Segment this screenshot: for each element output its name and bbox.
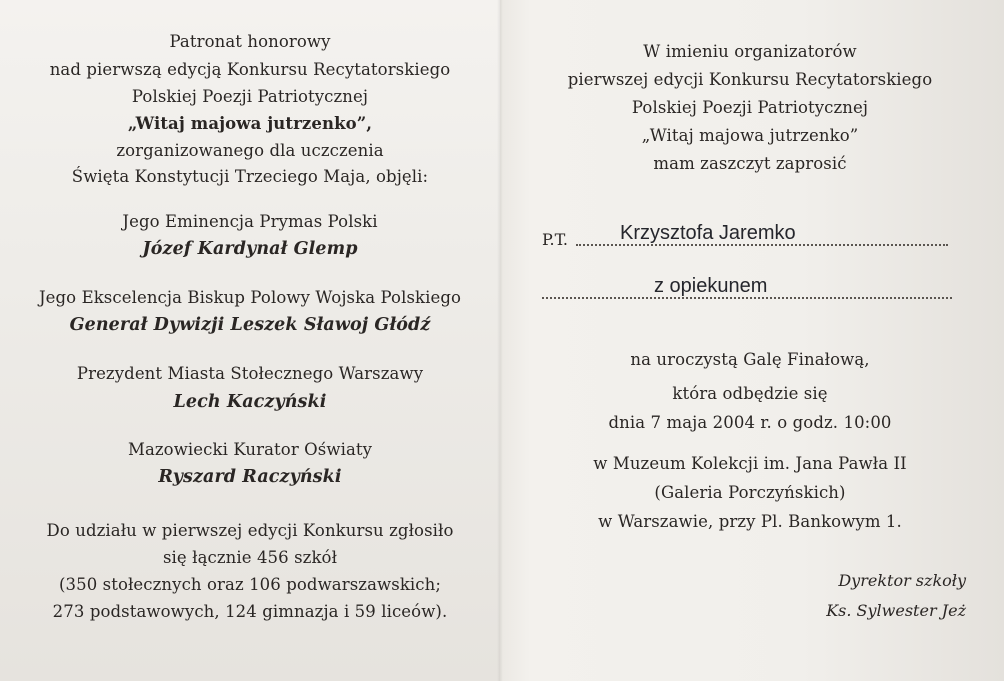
- patron-role: Jego Ekscelencja Biskup Polowy Wojska Polskiego: [38, 288, 462, 307]
- venue-line: w Muzeum Kolekcji im. Jana Pawła II: [593, 454, 907, 473]
- companion-text: z opiekunem: [654, 275, 768, 297]
- intro-line: „Witaj majowa jutrzenko”: [641, 126, 859, 145]
- companion-field: [542, 275, 952, 302]
- intro-line: pierwszej edycji Konkursu Recytatorskiego: [567, 70, 933, 89]
- intro-line: W imieniu organizatorów: [643, 42, 857, 61]
- participation-line: (350 stołecznych oraz 106 podwarszawskich;: [58, 575, 442, 594]
- patron-role: Prezydent Miasta Stołecznego Warszawy: [76, 364, 424, 383]
- competition-title: „Witaj majowa jutrzenko”,: [127, 114, 373, 133]
- participation-line: Do udziału w pierwszej edycji Konkursu zgłosiło: [46, 521, 454, 540]
- intro-line: Polskiej Poezji Patriotycznej: [631, 98, 869, 117]
- signature-name: Ks. Sylwester Jeż: [826, 601, 966, 620]
- patron-name: Ryszard Raczyński: [158, 467, 342, 487]
- venue-line: w Warszawie, przy Pl. Bankowym 1.: [598, 512, 902, 531]
- patronage-line: nad pierwszą edycją Konkursu Recytatorskiego: [49, 60, 451, 79]
- signature-title: Dyrektor szkoły: [838, 571, 966, 590]
- patron-name: Generał Dywizji Leszek Sławoj Głódź: [69, 315, 431, 335]
- participation-line: się łącznie 456 szkół: [162, 548, 338, 567]
- patron-role: Mazowiecki Kurator Oświaty: [127, 440, 373, 459]
- event-line: na uroczystą Galę Finałową,: [630, 350, 870, 369]
- recipient-name: Krzysztofa Jaremko: [620, 222, 796, 244]
- patronage-line: Patronat honorowy: [169, 32, 331, 51]
- venue-line: (Galeria Porczyńskich): [654, 483, 846, 502]
- patron-role: Jego Eminencja Prymas Polski: [122, 212, 378, 231]
- participation-line: 273 podstawowych, 124 gimnazja i 59 liceów).: [52, 602, 448, 621]
- patronage-line: Święta Konstytucji Trzeciego Maja, objęli:: [71, 167, 429, 186]
- page-fold: [497, 0, 503, 681]
- intro-line: mam zaszczyt zaprosić: [653, 154, 847, 173]
- patronage-line: zorganizowanego dla uczczenia: [116, 141, 384, 160]
- patronage-line: Polskiej Poezji Patriotycznej: [131, 87, 369, 106]
- event-date: dnia 7 maja 2004 r. o godz. 10:00: [608, 413, 892, 432]
- patron-name: Józef Kardynał Glemp: [142, 239, 358, 259]
- event-line: która odbędzie się: [672, 384, 828, 403]
- patron-name: Lech Kaczyński: [173, 392, 327, 412]
- recipient-prefix: P.T.: [542, 230, 569, 249]
- recipient-field: [542, 222, 948, 249]
